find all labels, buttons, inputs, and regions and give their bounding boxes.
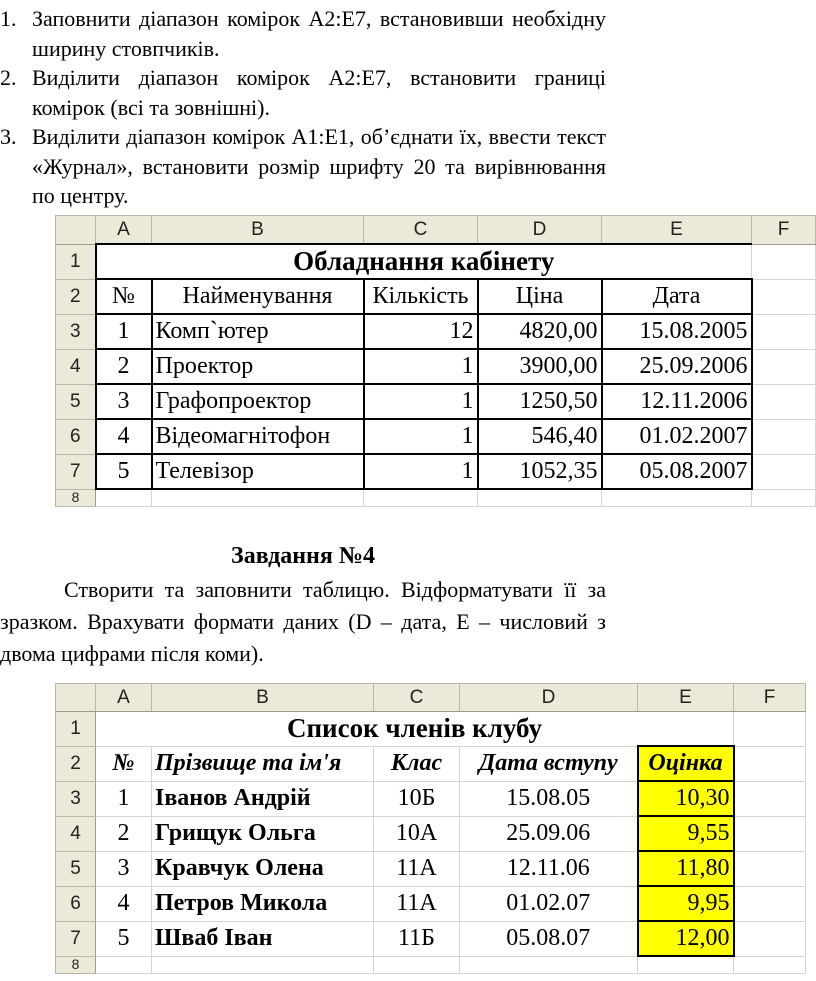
row-header[interactable]: 8 (56, 956, 96, 974)
cell[interactable]: Комп`ютер (152, 314, 364, 349)
cell-highlighted[interactable]: 9,95 (638, 886, 734, 921)
cell[interactable]: Проектор (152, 349, 364, 384)
cell-highlighted[interactable]: 11,80 (638, 851, 734, 886)
row-header[interactable]: 5 (56, 851, 96, 886)
row-header[interactable]: 8 (56, 489, 96, 507)
table-row (56, 419, 816, 454)
column-header-row (56, 216, 816, 245)
header-cell[interactable]: Клас (374, 746, 460, 781)
cell[interactable]: 10А (374, 816, 460, 851)
column-header[interactable]: A (96, 684, 152, 712)
cell[interactable] (460, 956, 638, 974)
cell[interactable]: 3 (96, 384, 152, 419)
sheet-row-partial (56, 956, 806, 974)
column-header[interactable]: D (460, 684, 638, 712)
cell[interactable] (752, 419, 816, 454)
cell[interactable] (752, 279, 816, 314)
spreadsheet-equipment (55, 215, 816, 507)
table-row (56, 781, 806, 816)
header-row (56, 279, 816, 314)
spreadsheet-club-members (55, 683, 806, 974)
row-header[interactable]: 5 (56, 384, 96, 419)
cell[interactable]: 2 (96, 816, 152, 851)
cell-highlighted[interactable]: 9,55 (638, 816, 734, 851)
cell[interactable]: 1250,50 (478, 384, 602, 419)
task-item-3: 3. Виділити діапазон комірок А1:Е1, об’єднати їх, ввести текст «Журнал», встановити розмір шрифту 20 та вирівнювання по центру. (0, 122, 606, 211)
cell[interactable]: Графопроектор (152, 384, 364, 419)
row-header[interactable]: 1 (56, 712, 96, 747)
cell[interactable]: Шваб Іван (152, 921, 374, 956)
column-header-row (56, 684, 806, 712)
row-header[interactable]: 6 (56, 886, 96, 921)
table-title[interactable]: Обладнання кабінету (96, 244, 752, 279)
header-cell[interactable]: Прізвище та ім'я (152, 746, 374, 781)
cell[interactable]: 25.09.06 (460, 816, 638, 851)
task-text: Заповнити діапазон комірок А2:Е7, встановивши необхідну ширину стовпчиків. (32, 6, 606, 61)
task-item-1: 1. Заповнити діапазон комірок А2:Е7, встановивши необхідну ширину стовпчиків. (0, 4, 606, 63)
cell[interactable]: Петров Микола (152, 886, 374, 921)
cell[interactable]: Кравчук Олена (152, 851, 374, 886)
cell[interactable]: 2 (96, 349, 152, 384)
column-header[interactable]: E (638, 684, 734, 712)
row-header[interactable]: 7 (56, 921, 96, 956)
select-all-corner[interactable] (56, 684, 96, 712)
cell[interactable]: 5 (96, 921, 152, 956)
cell[interactable]: 1 (96, 781, 152, 816)
cell[interactable]: 4 (96, 419, 152, 454)
cell[interactable]: 1 (364, 384, 478, 419)
column-header[interactable]: F (752, 216, 816, 245)
sheet-row-partial (56, 489, 816, 507)
cell[interactable]: Відеомагнітофон (152, 419, 364, 454)
header-cell[interactable]: № (96, 746, 152, 781)
cell-highlighted[interactable]: 12,00 (638, 921, 734, 956)
task-item-2: 2. Виділити діапазон комірок А2:Е7, встановити границі комірок (всі та зовнішні). (0, 63, 606, 122)
table-row (56, 851, 806, 886)
cell[interactable] (734, 746, 806, 781)
cell[interactable] (734, 851, 806, 886)
column-header[interactable]: C (364, 216, 478, 245)
table-row (56, 921, 806, 956)
task-text: Виділити діапазон комірок А2:Е7, встановити границі комірок (всі та зовнішні). (32, 65, 606, 120)
cell[interactable]: 11А (374, 886, 460, 921)
row-header[interactable]: 3 (56, 781, 96, 816)
header-cell[interactable]: № (96, 279, 152, 314)
table-row (56, 454, 816, 489)
cell[interactable]: 11А (374, 851, 460, 886)
header-cell[interactable]: Найменування (152, 279, 364, 314)
cell[interactable]: 5 (96, 454, 152, 489)
column-header[interactable]: D (478, 216, 602, 245)
header-cell-highlighted[interactable]: Оцінка (638, 746, 734, 781)
column-header[interactable]: F (734, 684, 806, 712)
cell[interactable]: 01.02.2007 (602, 419, 752, 454)
cell[interactable] (752, 489, 816, 507)
column-header[interactable]: C (374, 684, 460, 712)
cell[interactable]: 12 (364, 314, 478, 349)
cell[interactable] (374, 956, 460, 974)
task-heading: Завдання №4 (231, 543, 375, 569)
row-header[interactable]: 3 (56, 314, 96, 349)
cell[interactable] (602, 489, 752, 507)
row-header[interactable]: 6 (56, 419, 96, 454)
sheet-row (56, 244, 816, 279)
cell[interactable]: 546,40 (478, 419, 602, 454)
table-row (56, 816, 806, 851)
table-row (56, 886, 806, 921)
table-row (56, 314, 816, 349)
cell[interactable]: 25.09.2006 (602, 349, 752, 384)
cell[interactable] (96, 489, 152, 507)
row-header[interactable]: 7 (56, 454, 96, 489)
column-header[interactable]: E (602, 216, 752, 245)
cell[interactable] (752, 314, 816, 349)
row-header[interactable]: 1 (56, 244, 96, 279)
column-header[interactable]: B (152, 216, 364, 245)
cell[interactable] (152, 489, 364, 507)
row-header[interactable]: 4 (56, 349, 96, 384)
cell-highlighted[interactable]: 10,30 (638, 781, 734, 816)
column-header[interactable]: B (152, 684, 374, 712)
sheet-row (56, 712, 806, 747)
cell[interactable] (152, 956, 374, 974)
table-row (56, 384, 816, 419)
cell[interactable] (734, 712, 806, 747)
cell[interactable]: 12.11.2006 (602, 384, 752, 419)
cell[interactable]: 05.08.2007 (602, 454, 752, 489)
row-header[interactable]: 4 (56, 816, 96, 851)
cell[interactable]: 4 (96, 886, 152, 921)
table-row (56, 349, 816, 384)
header-row (56, 746, 806, 781)
cell[interactable] (734, 781, 806, 816)
select-all-corner[interactable] (56, 216, 96, 245)
table-title[interactable]: Список членів клубу (96, 712, 734, 747)
cell[interactable] (734, 956, 806, 974)
header-cell[interactable]: Ціна (478, 279, 602, 314)
cell[interactable]: 1 (96, 314, 152, 349)
header-cell[interactable]: Дата (602, 279, 752, 314)
cell[interactable]: 3 (96, 851, 152, 886)
cell[interactable]: 1 (364, 454, 478, 489)
header-cell[interactable]: Кількість (364, 279, 478, 314)
cell[interactable] (752, 454, 816, 489)
cell[interactable]: 4820,00 (478, 314, 602, 349)
cell[interactable]: 05.08.07 (460, 921, 638, 956)
cell[interactable] (752, 384, 816, 419)
cell[interactable]: 15.08.2005 (602, 314, 752, 349)
task-description: Створити та заповнити таблицю. Відформатувати її за зразком. Врахувати формати даних (D – дата, E – числовий з двома цифрами після коми). (0, 577, 606, 666)
cell[interactable]: 15.08.05 (460, 781, 638, 816)
cell[interactable] (734, 886, 806, 921)
column-header[interactable]: A (96, 216, 152, 245)
cell[interactable]: 1 (364, 419, 478, 454)
row-header[interactable]: 2 (56, 279, 96, 314)
cell[interactable]: 1 (364, 349, 478, 384)
cell[interactable] (364, 489, 478, 507)
cell[interactable]: Грищук Ольга (152, 816, 374, 851)
cell[interactable] (752, 244, 816, 279)
cell[interactable]: 12.11.06 (460, 851, 638, 886)
task-list (0, 4, 606, 211)
cell[interactable]: 3900,00 (478, 349, 602, 384)
cell[interactable]: 01.02.07 (460, 886, 638, 921)
cell[interactable] (752, 349, 816, 384)
cell[interactable]: Іванов Андрій (152, 781, 374, 816)
cell[interactable] (478, 489, 602, 507)
header-cell[interactable]: Дата вступу (460, 746, 638, 781)
cell[interactable]: 1052,35 (478, 454, 602, 489)
cell[interactable] (96, 956, 152, 974)
cell[interactable]: Телевізор (152, 454, 364, 489)
cell[interactable] (638, 956, 734, 974)
cell[interactable]: 11Б (374, 921, 460, 956)
row-header[interactable]: 2 (56, 746, 96, 781)
task-text: Виділити діапазон комірок А1:Е1, об’єднати їх, ввести текст «Журнал», встановити розмір шрифту 20 та вирівнювання по центру. (32, 124, 606, 208)
cell[interactable]: 10Б (374, 781, 460, 816)
cell[interactable] (734, 816, 806, 851)
cell[interactable] (734, 921, 806, 956)
